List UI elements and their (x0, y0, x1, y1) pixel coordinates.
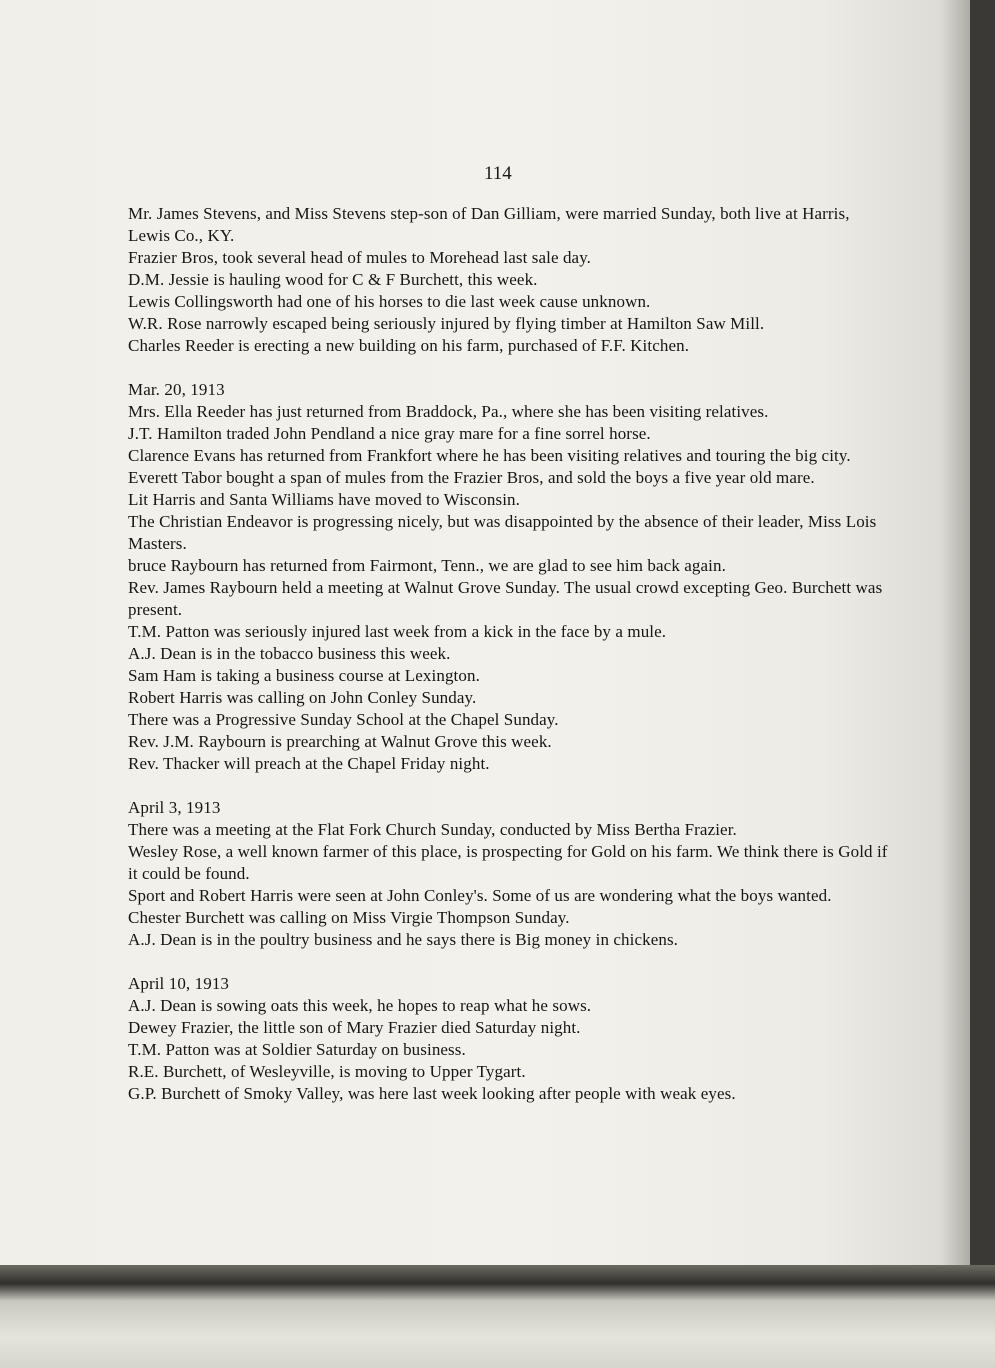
date-heading: Mar. 20, 1913 (128, 380, 225, 399)
news-item: Mr. James Stevens, and Miss Stevens step-son of Dan Gilliam, were married Sunday, both live at Harris, Lewis Co., KY. (128, 204, 850, 245)
news-item: Rev. Thacker will preach at the Chapel Friday night. (128, 754, 490, 773)
news-item: Sport and Robert Harris were seen at John Conley's. Some of us are wondering what the boys wanted. (128, 886, 832, 905)
news-item: bruce Raybourn has returned from Fairmont, Tenn., we are glad to see him back again. (128, 556, 726, 575)
news-item: Chester Burchett was calling on Miss Virgie Thompson Sunday. (128, 908, 570, 927)
news-section (128, 973, 890, 1105)
news-item: Charles Reeder is erecting a new building on his farm, purchased of F.F. Kitchen. (128, 336, 690, 355)
news-section (128, 797, 890, 951)
date-heading: April 10, 1913 (128, 974, 230, 993)
news-item: There was a meeting at the Flat Fork Church Sunday, conducted by Miss Bertha Frazier. (128, 820, 737, 839)
news-item: Mrs. Ella Reeder has just returned from Braddock, Pa., where she has been visiting relatives. (128, 402, 769, 421)
page-number: 114 (484, 163, 512, 184)
news-section (128, 379, 890, 775)
news-item: T.M. Patton was at Soldier Saturday on business. (128, 1040, 466, 1059)
news-item: Robert Harris was calling on John Conley Sunday. (128, 688, 477, 707)
news-item: Clarence Evans has returned from Frankfort where he has been visiting relatives and touring the big city. (128, 446, 851, 465)
news-item: There was a Progressive Sunday School at the Chapel Sunday. (128, 710, 559, 729)
news-item: A.J. Dean is in the tobacco business this week. (128, 644, 451, 663)
news-item: Sam Ham is taking a business course at Lexington. (128, 666, 480, 685)
news-section (128, 203, 890, 357)
news-item: Rev. James Raybourn held a meeting at Walnut Grove Sunday. The usual crowd excepting Geo. Burchett was present. (128, 578, 883, 619)
news-item: D.M. Jessie is hauling wood for C & F Burchett, this week. (128, 270, 538, 289)
news-item: W.R. Rose narrowly escaped being seriously injured by flying timber at Hamilton Saw Mill. (128, 314, 765, 333)
news-item: Dewey Frazier, the little son of Mary Frazier died Saturday night. (128, 1018, 581, 1037)
news-item: R.E. Burchett, of Wesleyville, is moving to Upper Tygart. (128, 1062, 526, 1081)
news-item: Rev. J.M. Raybourn is prearching at Walnut Grove this week. (128, 732, 552, 751)
page-edge-shadow (940, 0, 970, 1265)
news-item: G.P. Burchett of Smoky Valley, was here last week looking after people with weak eyes. (128, 1084, 736, 1103)
news-item: Lewis Collingsworth had one of his horses to die last week cause unknown. (128, 292, 651, 311)
news-item: Everett Tabor bought a span of mules from the Frazier Bros, and sold the boys a five year old mare. (128, 468, 815, 487)
news-item: Wesley Rose, a well known farmer of this place, is prospecting for Gold on his farm. We think there is Gold if it could be found. (128, 842, 888, 883)
news-column (128, 203, 890, 1105)
news-item: J.T. Hamilton traded John Pendland a nice gray mare for a fine sorrel horse. (128, 424, 651, 443)
scanner-bottom-edge (0, 1265, 995, 1368)
news-item: Lit Harris and Santa Williams have moved to Wisconsin. (128, 490, 520, 509)
news-item: The Christian Endeavor is progressing nicely, but was disappointed by the absence of their leader, Miss Lois Masters. (128, 512, 877, 553)
date-heading: April 3, 1913 (128, 798, 221, 817)
news-item: A.J. Dean is sowing oats this week, he hopes to reap what he sows. (128, 996, 592, 1015)
news-item: A.J. Dean is in the poultry business and he says there is Big money in chickens. (128, 930, 679, 949)
news-item: Frazier Bros, took several head of mules to Morehead last sale day. (128, 248, 592, 267)
news-item: T.M. Patton was seriously injured last week from a kick in the face by a mule. (128, 622, 667, 641)
